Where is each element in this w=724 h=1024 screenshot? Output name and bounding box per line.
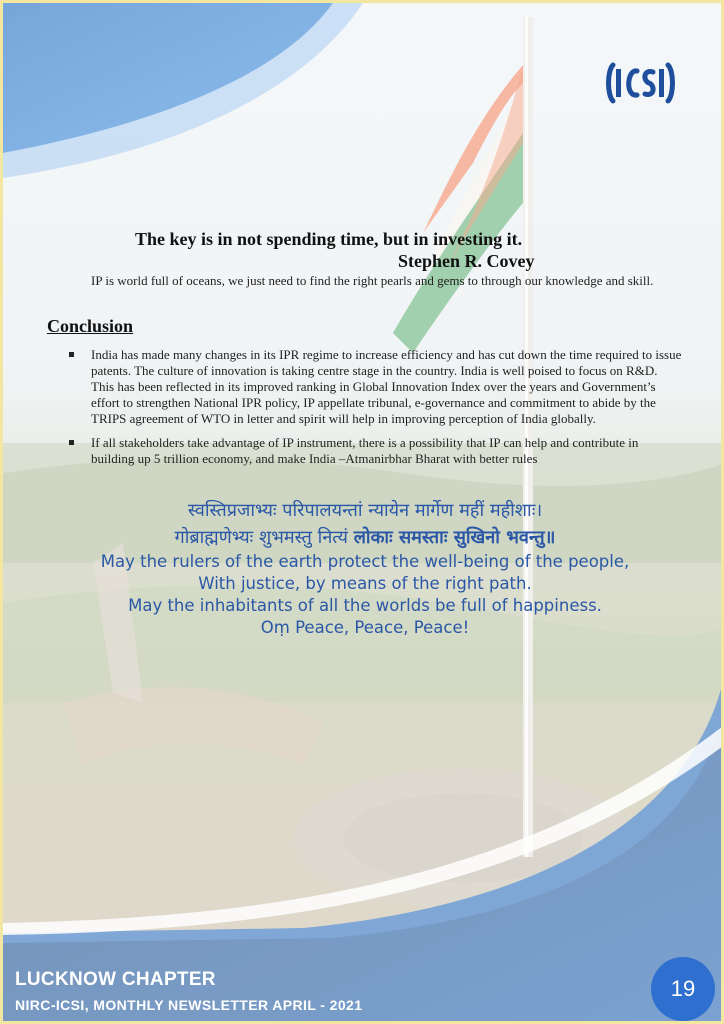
conclusion-heading: Conclusion bbox=[47, 316, 134, 336]
page-number: 19 bbox=[651, 957, 715, 1021]
translation-line-1: May the rulers of the earth protect the well-being of the people, bbox=[100, 552, 630, 571]
icsi-logo bbox=[605, 61, 677, 105]
footer-chapter: LUCKNOW CHAPTER bbox=[15, 969, 216, 990]
intro-paragraph: IP is world full of oceans, we just need to find the right pearls and gems to through our knowledge and skill. bbox=[91, 273, 654, 288]
square-bullet-icon bbox=[69, 440, 74, 445]
sanskrit-prayer bbox=[43, 497, 687, 639]
translation-line-2: With justice, by means of the right path. bbox=[198, 574, 532, 593]
sanskrit-line-2-part-b: लोकाः समस्ताः सुखिनो भवन्तु॥ bbox=[353, 527, 556, 548]
translation-line-3: May the inhabitants of all the worlds be full of happiness. bbox=[128, 596, 602, 615]
bullet-text: If all stakeholders take advantage of IP instrument, there is a possibility that IP can help and contribute in building up 5 trillion economy, and make India –Atmanirbhar Bharat with better rules bbox=[91, 435, 639, 466]
sanskrit-line-2 bbox=[43, 524, 687, 551]
sanskrit-line-1: स्वस्तिप्रजाभ्यः परिपालयन्तां न्यायेन मार्गेण महीं महीशाः। bbox=[187, 500, 543, 521]
bullet-text: India has made many changes in its IPR regime to increase efficiency and has cut down the time required to issue patents. The culture of innovation is taking centre stage in the country. India is well poised to focus on R&D. This has been reflected in its improved ranking in Global Innovation Index over the years and Government’s effort to strengthen National IPR policy, IP appellate tribunal, e-governance and commitment to abide by the TRIPS agreement of WTO in letter and spirit will help in improving perception of India globally. bbox=[91, 347, 682, 426]
bullet-item bbox=[69, 435, 683, 467]
translation-line-4: Oṃ Peace, Peace, Peace! bbox=[260, 618, 470, 637]
conclusion-bullet-list bbox=[69, 347, 683, 475]
bullet-item bbox=[69, 347, 683, 427]
footer-newsletter: NIRC-ICSI, MONTHLY NEWSLETTER APRIL - 2021 bbox=[15, 997, 363, 1013]
square-bullet-icon bbox=[69, 352, 74, 357]
quote-author: Stephen R. Covey bbox=[398, 251, 535, 271]
quote-text: The key is in not spending time, but in investing it. bbox=[135, 229, 523, 249]
sanskrit-line-2-part-a: गोब्राह्मणेभ्यः शुभमस्तु नित्यं bbox=[174, 527, 354, 548]
